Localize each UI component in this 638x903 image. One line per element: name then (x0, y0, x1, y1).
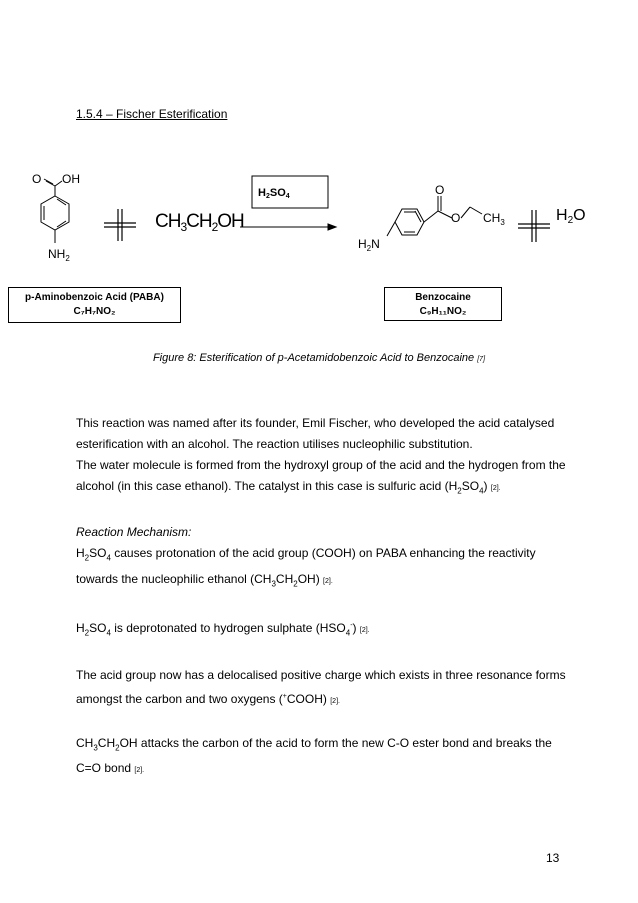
plus-sign-1 (104, 209, 136, 241)
benzocaine-structure (387, 196, 482, 236)
paragraph-4: $H_2SO_4$ is deprotonated to hydrogen sulphate $(HSO_4^-)$ [2]. (76, 621, 370, 638)
paba-oh-label: OH (62, 172, 80, 186)
page-number: 13 (546, 851, 560, 865)
ethanol-formula: $CH_3CH_2OH$ (155, 211, 244, 234)
paragraph-6: $CH_3CH_2OH$ attacks the carbon of the acid to form the new C-O ester bond and breaks the C=O bond [2]. (76, 735, 552, 775)
benzocaine-name-box (384, 287, 502, 321)
paba-name: p-Aminobenzoic Acid (PABA) (25, 292, 164, 303)
paba-nh2-label: $NH_2$ (48, 247, 70, 263)
paragraph-1: This reaction was named after its founder, Emil Fischer, who developed the acid catalysed esterification with an alcohol. The reaction utilises nucleophilic substitution. (76, 416, 555, 451)
body-text (76, 413, 576, 781)
paragraph-5: The acid group now has a delocalised positive charge which exists in three resonance forms amongst the carbon and two oxygens (+COOH) [2]. (76, 667, 566, 706)
mechanism-title: Reaction Mechanism: (76, 525, 192, 540)
figure-caption: Figure 8: Esterification of p-Acetamidobenzoic Acid to Benzocaine [7] (152, 352, 486, 364)
paba-o-label: O (32, 172, 42, 186)
caption-ref: [7] (477, 356, 486, 363)
reaction-arrow (240, 224, 336, 230)
paragraph-2: The water molecule is formed from the hydroxyl group of the acid and the hydrogen from the alcohol (in this case ethanol). The catalyst in this case is sulfuric acid $(H_2SO_4)$ [2]. (76, 458, 566, 496)
paba-structure (41, 179, 69, 243)
benz-ch3-label: $CH_3$ (483, 211, 505, 227)
benz-h2n-label: $H_2N$ (358, 237, 380, 253)
catalyst-label: H2SO4 (258, 187, 290, 200)
plus-sign-2 (518, 210, 550, 242)
benz-o-carbonyl: O (435, 183, 445, 197)
paba-name-box (8, 287, 181, 323)
paragraph-3: $H_2SO_4$ causes protonation of the acid group (COOH) on PABA enhancing the reactivity towards the nucleophilic ethanol $(CH_3CH_2OH)$ [2]. (76, 546, 536, 589)
benzocaine-name: Benzocaine (415, 292, 471, 303)
paba-formula: C₇H₇NO₂ (73, 306, 116, 317)
section-heading: 1.5.4 – Fischer Esterification (76, 107, 228, 121)
benzocaine-formula: C₉H₁₁NO₂ (419, 306, 467, 317)
water-formula: H2O (556, 207, 586, 226)
benz-o-ester: O (451, 211, 461, 225)
